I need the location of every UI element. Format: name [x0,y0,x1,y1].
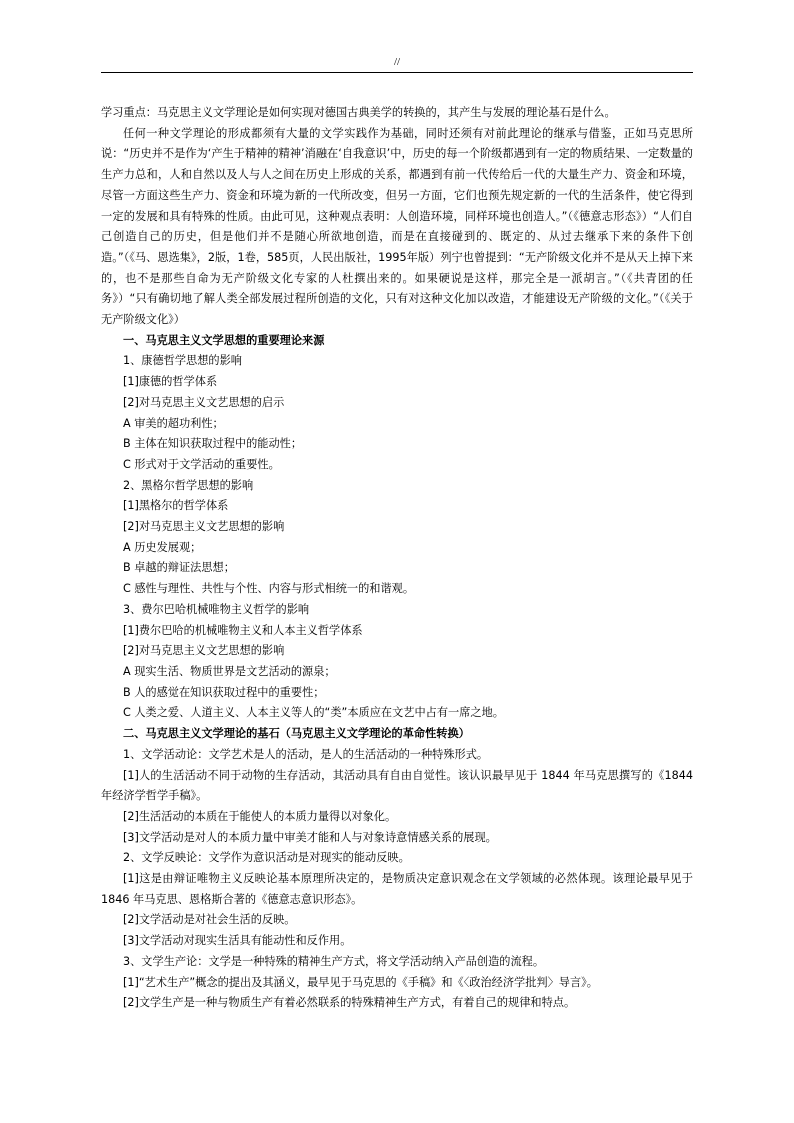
list-item: B 卓越的辩证法思想； [123,561,235,575]
list-item: [1]人的生活活动不同于动物的生存活动，其活动具有自由自觉性。该认识最早见于 1844 年马克思撰写的《1844 年经济学哲学手稿》。 [101,768,693,803]
list-item: [1]这是由辩证唯物主义反映论基本原理所决定的，是物质决定意识观念在文学领域的必然体现。该理论最早见于 1846 年马克思、恩格斯合著的《德意志意识形态》。 [101,872,693,906]
list-item: [1]“艺术生产”概念的提出及其涵义，最早见于马克思的《手稿》和《〈政治经济学批判〉导言》。 [123,975,598,989]
list-item: [2]文学生产是一种与物质生产有着必然联系的特殊精神生产方式，有着自己的规律和特点。 [123,996,576,1010]
list-item: [1]康德的哲学体系 [123,375,218,389]
subheading-1-3: 3、费尔巴哈机械唯物主义哲学的影响 [123,602,310,616]
list-item: A 现实生活、物质世界是文艺活动的源泉； [123,664,336,678]
subheading-2-3: 3、文学生产论：文学是一种特殊的精神生产方式，将文学活动纳入产品创造的流程。 [123,954,545,968]
list-item: B 人的感觉在知识获取过程中的重要性； [123,685,325,699]
list-item: [3]文学活动对现实生活具有能动性和反作用。 [123,934,352,948]
intro-paragraph: 任何一种文学理论的形成都须有大量的文学实践作为基础，同时还须有对前此理论的继承与借鉴，正如马克思所说：“历史并不是作为‘产生于精神的精神’消融在‘自我意识’中，历史的每一个阶级都遇到有一定的物质结果、一定数量的生产力总和，人和自然以及人与人之间在历史上形成的关系，都遇到有前一代传给后一代的大量生产力、资金和环境，尽管一方面这些生产力、资金和环境为新的一代所改变，但另一方面，它们也预先规定新的一代的生活条件，使它得到一定的发展和具有特殊的性质。由此可见，这种观点表明：人创造环境，同样环境也创造人。”（《德意志形态》）“人们自己创造自己的历史，但是他们并不是随心所欲地创造，而是在直接碰到的、既定的、从过去继承下来的条件下创造。”（《马、恩选集》，2版，1卷，585页，人民出版社，1995年版）列宁也曾提到：“无产阶级文化并不是从天上掉下来的，也不是那些自命为无产阶级文化专家的人杜撰出来的。如果硬说是这样，那完全是一派胡言。”（《共青团的任务》）“只有确切地了解人类全部发展过程所创造的文化，只有对这种文化加以改造，才能建设无产阶级的文化。”（《关于无产阶级文化》） [101,126,693,327]
list-item: [2]对马克思主义文艺思想的启示 [123,395,285,409]
list-item: [2]对马克思主义文艺思想的影响 [123,644,285,658]
list-item: C 人类之爱、人道主义、人本主义等人的“类”本质应在文艺中占有一席之地。 [123,706,504,720]
list-item: [1]黑格尔的哲学体系 [123,499,229,513]
list-item: [2]文学活动是对社会生活的反映。 [123,913,296,927]
list-item: [2]生活活动的本质在于能使人的本质力量得以对象化。 [123,809,397,823]
list-item: A 历史发展观； [123,540,202,554]
study-focus-paragraph: 学习重点：马克思主义文学理论是如何实现对德国古典美学的转换的，其产生与发展的理论基石是什么。 [101,106,616,119]
list-item: [2]对马克思主义文艺思想的影响 [123,520,285,534]
subheading-1-1: 1、康德哲学思想的影响 [123,354,242,368]
section-heading-2: 二、马克思主义文学理论的基石（马克思主义文学理论的革命性转换） [123,727,470,741]
list-item: [1]费尔巴哈的机械唯物主义和人本主义哲学体系 [123,623,363,637]
document-body [101,103,693,1014]
subheading-2-2: 2、文学反映论：文学作为意识活动是对现实的能动反映。 [123,851,410,865]
subheading-2-1: 1、文学活动论：文学艺术是人的活动，是人的生活活动的一种特殊形式。 [123,747,489,761]
list-item: A 审美的超功利性； [123,416,224,430]
list-item: [3]文学活动是对人的本质力量中审美才能和人与对象诗意情感关系的展现。 [123,830,497,844]
section-heading-1: 一、马克思主义文学思想的重要理论来源 [123,333,325,347]
subheading-1-2: 2、黑格尔哲学思想的影响 [123,478,254,492]
header-divider [101,72,693,73]
page-header-mark: // [393,56,401,68]
list-item: C 形式对于文学活动的重要性。 [123,457,280,471]
list-item: B 主体在知识获取过程中的能动性； [123,437,303,451]
list-item: C 感性与理性、共性与个性、内容与形式相统一的和谐观。 [123,582,415,596]
